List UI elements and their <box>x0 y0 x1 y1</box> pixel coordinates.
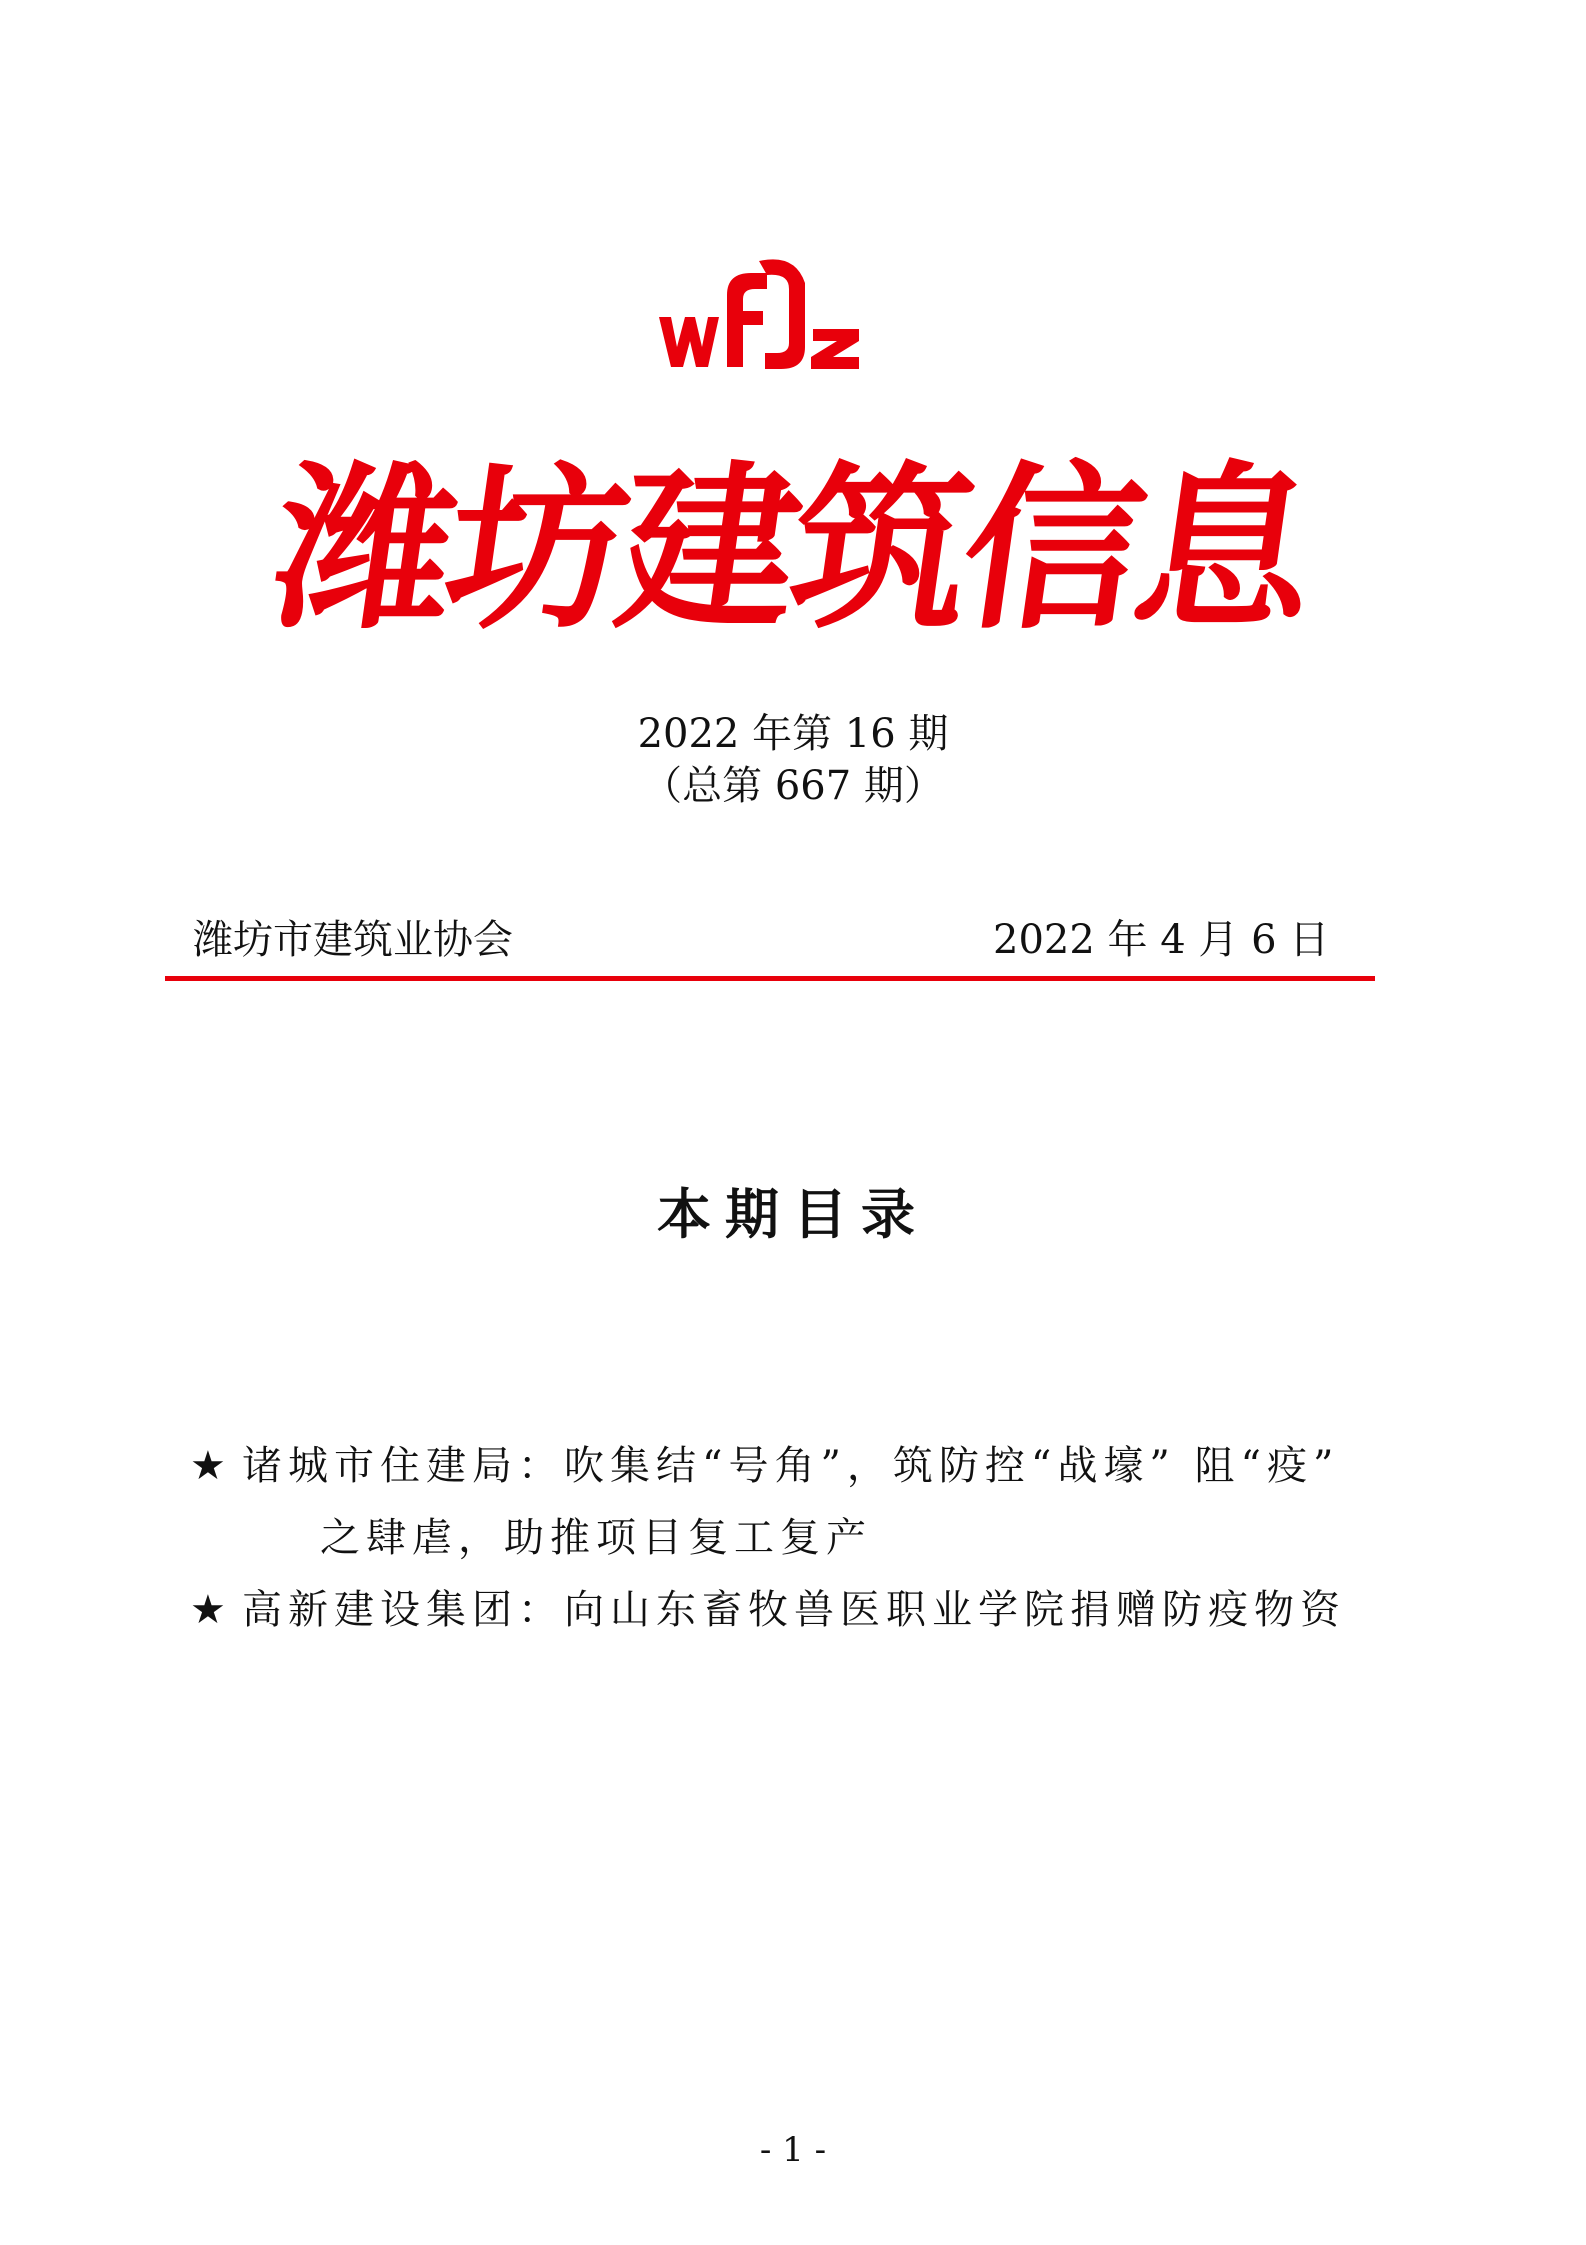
star-icon: ★ <box>190 1587 226 1633</box>
toc-item <box>190 1574 1410 1646</box>
toc-title: 本期目录 <box>657 1183 929 1246</box>
page-number: - 1 - <box>759 2130 827 2170</box>
issue-total-number: （总第 667 期） <box>642 763 944 809</box>
toc-item-text: 诸城市住建局：吹集结“号角”，筑防控“战壕” 阻“疫” <box>242 1443 1340 1489</box>
header-row <box>193 915 1330 965</box>
issue-date: 2022 年 4 月 6 日 <box>993 917 1330 963</box>
wfjz-logo <box>655 255 865 375</box>
issue-number: 2022 年第 16 期 <box>637 711 949 757</box>
organization-name: 潍坊市建筑业协会 <box>193 917 513 963</box>
star-icon: ★ <box>190 1443 226 1489</box>
toc-item <box>190 1430 1410 1574</box>
toc-list <box>190 1430 1410 1646</box>
toc-item-text: 高新建设集团：向山东畜牧兽医职业学院捐赠防疫物资 <box>242 1587 1346 1633</box>
toc-item-text-continued: 之肆虐，助推项目复工复产 <box>320 1515 872 1561</box>
masthead-title: 潍坊建筑信息 <box>262 446 1324 653</box>
red-divider <box>165 976 1375 981</box>
